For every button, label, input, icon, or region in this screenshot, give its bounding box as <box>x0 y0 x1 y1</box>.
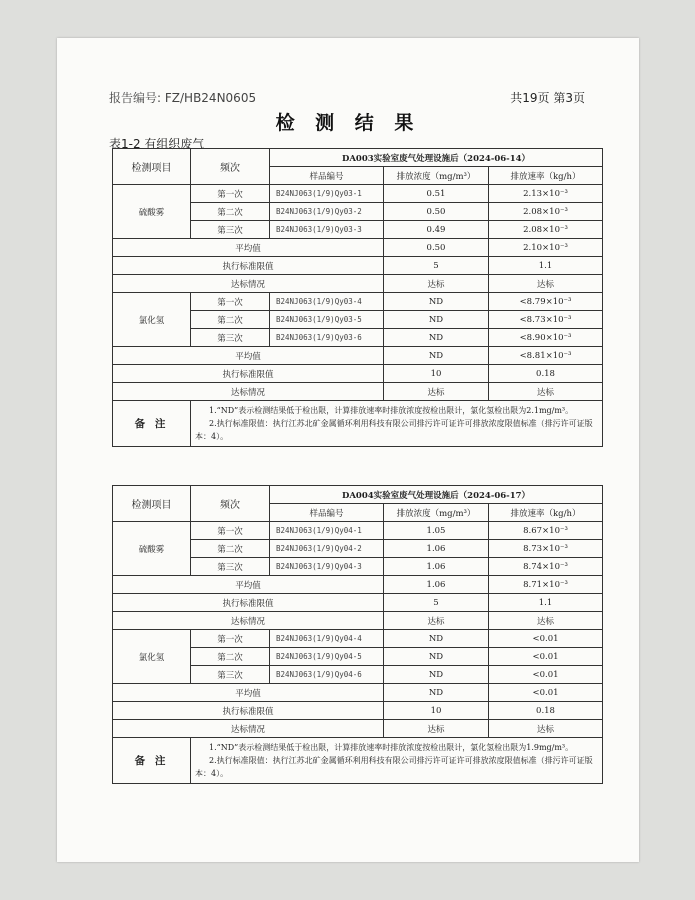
col-header-concentration: 排放浓度（mg/m³） <box>384 504 489 522</box>
concentration-cell: ND <box>384 293 489 311</box>
limit-rate: 0.18 <box>489 702 603 720</box>
col-header-rate: 排放速率（kg/h） <box>489 167 603 185</box>
average-row <box>113 239 603 257</box>
rate-cell: 2.08×10⁻³ <box>489 203 603 221</box>
status-concentration: 达标 <box>384 383 489 401</box>
col-header-item: 检测项目 <box>113 486 191 522</box>
status-row <box>113 383 603 401</box>
average-rate: 2.10×10⁻³ <box>489 239 603 257</box>
frequency-cell: 第一次 <box>191 630 270 648</box>
table-row <box>113 630 603 648</box>
concentration-cell: 1.06 <box>384 540 489 558</box>
table-caption: 表1-2 有组织废气 <box>109 137 205 151</box>
concentration-cell: 0.51 <box>384 185 489 203</box>
rate-cell: 8.74×10⁻³ <box>489 558 603 576</box>
report-number: 报告编号: FZ/HB24N0605 <box>109 91 257 105</box>
status-rate: 达标 <box>489 612 603 630</box>
facility-header: DA003实验室废气处理设施后（2024-06-14） <box>270 149 603 167</box>
pollutant-name: 氯化氢 <box>113 630 191 684</box>
notes-label: 备 注 <box>113 738 191 784</box>
sample-id-cell: B24NJ063(1/9)Qy04-4 <box>270 630 384 648</box>
frequency-cell: 第二次 <box>191 203 270 221</box>
table-header-row <box>113 149 603 167</box>
frequency-cell: 第三次 <box>191 558 270 576</box>
limit-concentration: 10 <box>384 365 489 383</box>
average-label: 平均值 <box>113 576 384 594</box>
pollutant-name: 氯化氢 <box>113 293 191 347</box>
notes-text <box>191 738 603 784</box>
notes-label: 备 注 <box>113 401 191 447</box>
limit-row <box>113 702 603 720</box>
concentration-cell: 1.06 <box>384 558 489 576</box>
sample-id-cell: B24NJ063(1/9)Qy03-1 <box>270 185 384 203</box>
table-row <box>113 293 603 311</box>
col-header-frequency: 频次 <box>191 149 270 185</box>
status-rate: 达标 <box>489 275 603 293</box>
status-rate: 达标 <box>489 383 603 401</box>
note-line: 2.执行标准限值：执行江苏北矿金属循环利用科技有限公司排污许可证许可排放浓度限值标准（排污许可证版本：4）。 <box>195 419 593 441</box>
frequency-cell: 第三次 <box>191 221 270 239</box>
limit-concentration: 5 <box>384 257 489 275</box>
rate-cell: <0.01 <box>489 666 603 684</box>
sample-id-cell: B24NJ063(1/9)Qy03-6 <box>270 329 384 347</box>
status-concentration: 达标 <box>384 275 489 293</box>
table-row <box>113 522 603 540</box>
frequency-cell: 第二次 <box>191 540 270 558</box>
sample-id-cell: B24NJ063(1/9)Qy04-1 <box>270 522 384 540</box>
average-row <box>113 684 603 702</box>
average-row <box>113 576 603 594</box>
rate-cell: <8.90×10⁻³ <box>489 329 603 347</box>
col-header-concentration: 排放浓度（mg/m³） <box>384 167 489 185</box>
sample-id-cell: B24NJ063(1/9)Qy03-3 <box>270 221 384 239</box>
limit-label: 执行标准限值 <box>113 702 384 720</box>
pollutant-name: 硫酸雾 <box>113 522 191 576</box>
frequency-cell: 第二次 <box>191 648 270 666</box>
sample-id-cell: B24NJ063(1/9)Qy03-4 <box>270 293 384 311</box>
frequency-cell: 第一次 <box>191 522 270 540</box>
col-header-sample: 样品编号 <box>270 504 384 522</box>
rate-cell: 8.73×10⁻³ <box>489 540 603 558</box>
average-concentration: 1.06 <box>384 576 489 594</box>
report-page <box>57 38 639 862</box>
limit-rate: 1.1 <box>489 257 603 275</box>
limit-rate: 1.1 <box>489 594 603 612</box>
limit-concentration: 5 <box>384 594 489 612</box>
average-rate: 8.71×10⁻³ <box>489 576 603 594</box>
sample-id-cell: B24NJ063(1/9)Qy03-5 <box>270 311 384 329</box>
limit-label: 执行标准限值 <box>113 594 384 612</box>
rate-cell: <0.01 <box>489 630 603 648</box>
average-concentration: 0.50 <box>384 239 489 257</box>
rate-cell: 2.08×10⁻³ <box>489 221 603 239</box>
limit-label: 执行标准限值 <box>113 365 384 383</box>
concentration-cell: ND <box>384 648 489 666</box>
average-rate: <0.01 <box>489 684 603 702</box>
note-line: 1.“ND”表示检测结果低于检出限，计算排放速率时排放浓度按检出限计，氯化氢检出限为1.9mg/m³。 <box>209 743 574 752</box>
col-header-frequency: 频次 <box>191 486 270 522</box>
col-header-sample: 样品编号 <box>270 167 384 185</box>
status-row <box>113 275 603 293</box>
notes-row <box>113 738 603 784</box>
limit-rate: 0.18 <box>489 365 603 383</box>
results-table-da003 <box>112 148 603 447</box>
frequency-cell: 第二次 <box>191 311 270 329</box>
col-header-rate: 排放速率（kg/h） <box>489 504 603 522</box>
concentration-cell: 0.50 <box>384 203 489 221</box>
limit-row <box>113 594 603 612</box>
concentration-cell: ND <box>384 311 489 329</box>
notes-text <box>191 401 603 447</box>
concentration-cell: ND <box>384 630 489 648</box>
page-title: 检 测 结 果 <box>275 112 421 134</box>
frequency-cell: 第一次 <box>191 293 270 311</box>
sample-id-cell: B24NJ063(1/9)Qy04-6 <box>270 666 384 684</box>
rate-cell: <8.73×10⁻³ <box>489 311 603 329</box>
col-header-item: 检测项目 <box>113 149 191 185</box>
average-concentration: ND <box>384 684 489 702</box>
rate-cell: 2.13×10⁻³ <box>489 185 603 203</box>
status-label: 达标情况 <box>113 720 384 738</box>
concentration-cell: 1.05 <box>384 522 489 540</box>
results-table-da004 <box>112 485 603 784</box>
status-row <box>113 612 603 630</box>
table-header-row <box>113 486 603 504</box>
concentration-cell: ND <box>384 666 489 684</box>
frequency-cell: 第一次 <box>191 185 270 203</box>
sample-id-cell: B24NJ063(1/9)Qy04-5 <box>270 648 384 666</box>
status-row <box>113 720 603 738</box>
notes-row <box>113 401 603 447</box>
facility-header: DA004实验室废气处理设施后（2024-06-17） <box>270 486 603 504</box>
concentration-cell: ND <box>384 329 489 347</box>
rate-cell: <0.01 <box>489 648 603 666</box>
page-info: 共19页 第3页 <box>510 91 585 105</box>
sample-id-cell: B24NJ063(1/9)Qy04-2 <box>270 540 384 558</box>
average-label: 平均值 <box>113 684 384 702</box>
sample-id-cell: B24NJ063(1/9)Qy03-2 <box>270 203 384 221</box>
status-label: 达标情况 <box>113 612 384 630</box>
frequency-cell: 第三次 <box>191 666 270 684</box>
sample-id-cell: B24NJ063(1/9)Qy04-3 <box>270 558 384 576</box>
status-concentration: 达标 <box>384 720 489 738</box>
status-rate: 达标 <box>489 720 603 738</box>
average-label: 平均值 <box>113 239 384 257</box>
average-label: 平均值 <box>113 347 384 365</box>
average-row <box>113 347 603 365</box>
rate-cell: <8.79×10⁻³ <box>489 293 603 311</box>
limit-row <box>113 257 603 275</box>
limit-label: 执行标准限值 <box>113 257 384 275</box>
pollutant-name: 硫酸雾 <box>113 185 191 239</box>
note-line: 1.“ND”表示检测结果低于检出限，计算排放速率时排放浓度按检出限计，氯化氢检出限为2.1mg/m³。 <box>209 406 574 415</box>
table-row <box>113 185 603 203</box>
concentration-cell: 0.49 <box>384 221 489 239</box>
limit-concentration: 10 <box>384 702 489 720</box>
average-rate: <8.81×10⁻³ <box>489 347 603 365</box>
status-label: 达标情况 <box>113 383 384 401</box>
status-label: 达标情况 <box>113 275 384 293</box>
limit-row <box>113 365 603 383</box>
note-line: 2.执行标准限值：执行江苏北矿金属循环利用科技有限公司排污许可证许可排放浓度限值标准（排污许可证版本：4）。 <box>195 756 593 778</box>
status-concentration: 达标 <box>384 612 489 630</box>
average-concentration: ND <box>384 347 489 365</box>
frequency-cell: 第三次 <box>191 329 270 347</box>
rate-cell: 8.67×10⁻³ <box>489 522 603 540</box>
